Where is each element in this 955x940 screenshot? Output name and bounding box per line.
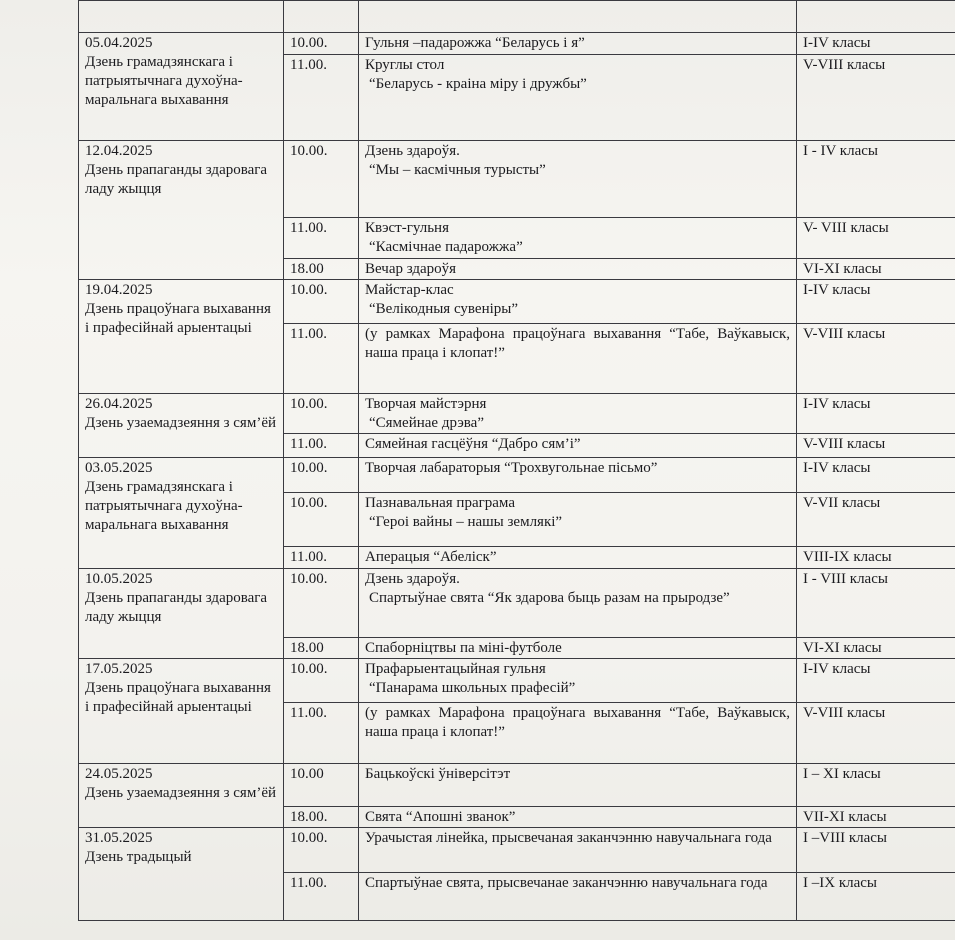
- day-date: 31.05.2025: [85, 830, 153, 846]
- event-time: 10.00.: [284, 141, 359, 218]
- table-row: [79, 828, 955, 873]
- event-time: 18.00: [284, 638, 359, 659]
- event-description: [359, 569, 797, 638]
- event-text-line: (у рамках Марафона працоўнага выхавання “Табе, Ваўкавыск, наша праца і клопат!”: [365, 326, 790, 361]
- event-text-line: “Героі вайны – нашы землякі”: [369, 514, 563, 530]
- day-date: 26.04.2025: [85, 396, 153, 412]
- day-date: 24.05.2025: [85, 766, 153, 782]
- event-text-line: Творчая лабараторыя “Трохвугольнае пісьмо”: [365, 460, 658, 476]
- event-time: 11.00.: [284, 434, 359, 458]
- event-text-line: Спартыўнае свята “Як здарова быць разам на прыродзе”: [369, 590, 730, 606]
- event-time: 10.00.: [284, 33, 359, 55]
- event-text-line: Спаборніцтвы па міні-футболе: [365, 640, 562, 656]
- event-description: [359, 703, 797, 764]
- event-text-line: Прафарыентацыйная гульня: [365, 661, 546, 677]
- event-text-line: Дзень здароўя.: [365, 143, 460, 159]
- event-classes: V-VIII класы: [797, 324, 955, 394]
- day-title: Дзень узаемадзеяння з сям’ёй: [85, 785, 277, 801]
- event-time: 10.00.: [284, 828, 359, 873]
- event-text-line: Свята “Апошні званок”: [365, 809, 516, 825]
- day-cell: [79, 33, 284, 141]
- event-classes: V- VIII класы: [797, 218, 955, 259]
- event-classes: I –IX класы: [797, 873, 955, 921]
- day-cell: [79, 659, 284, 764]
- table-row: [79, 141, 955, 218]
- event-text-line: “Беларусь - краіна міру і дружбы”: [369, 76, 587, 92]
- event-text-line: Дзень здароўя.: [365, 571, 460, 587]
- event-classes: I-IV класы: [797, 33, 955, 55]
- event-time: 10.00.: [284, 493, 359, 547]
- day-cell: [79, 280, 284, 394]
- day-cell: [79, 569, 284, 659]
- table-row: [79, 764, 955, 807]
- day-title: Дзень грамадзянскага і патрыятычнага духоўна-маральнага выхавання: [85, 479, 243, 533]
- day-title: Дзень грамадзянскага і патрыятычнага духоўна-маральнага выхавання: [85, 54, 243, 108]
- day-title: Дзень узаемадзеяння з сям’ёй: [85, 415, 277, 431]
- event-text-line: “Касмічнае падарожжа”: [369, 239, 523, 255]
- event-description: [359, 259, 797, 280]
- day-date: 12.04.2025: [85, 143, 153, 159]
- day-date: 03.05.2025: [85, 460, 153, 476]
- event-time: 11.00.: [284, 324, 359, 394]
- event-text-line: “Мы – касмічныя турысты”: [369, 162, 546, 178]
- event-classes: I-IV класы: [797, 659, 955, 703]
- event-classes: V-VIII класы: [797, 55, 955, 141]
- event-description: [359, 33, 797, 55]
- day-cell: [79, 458, 284, 569]
- event-text-line: Круглы стол: [365, 57, 445, 73]
- event-classes: I - IV класы: [797, 141, 955, 218]
- event-classes: I-IV класы: [797, 280, 955, 324]
- event-classes: I - VIII класы: [797, 569, 955, 638]
- table-row: [79, 458, 955, 493]
- event-description: [359, 493, 797, 547]
- event-description: [359, 458, 797, 493]
- day-cell: [79, 141, 284, 280]
- event-time: 10.00: [284, 764, 359, 807]
- day-title: Дзень працоўнага выхавання і прафесійнай арыентацыі: [85, 680, 271, 715]
- event-description: [359, 659, 797, 703]
- event-text-line: Вечар здароўя: [365, 261, 457, 277]
- event-time: 11.00.: [284, 547, 359, 569]
- event-text-line: Творчая майстэрня: [365, 396, 487, 412]
- event-description: [359, 394, 797, 434]
- event-time: 10.00.: [284, 458, 359, 493]
- event-time: 11.00.: [284, 55, 359, 141]
- event-text-line: Спартыўнае свята, прысвечанае заканчэнню навучальнага года: [365, 875, 768, 891]
- event-time: 18.00.: [284, 807, 359, 828]
- event-text-line: Сямейная гасцёўня “Дабро сям’і”: [365, 436, 581, 452]
- event-description: [359, 764, 797, 807]
- day-title: Дзень прапаганды здаровага ладу жыцця: [85, 162, 268, 197]
- event-classes: I –VIII класы: [797, 828, 955, 873]
- day-date: 17.05.2025: [85, 661, 153, 677]
- event-description: [359, 434, 797, 458]
- event-text-line: Урачыстая лінейка, прысвечаная заканчэнню навучальнага года: [365, 830, 772, 846]
- event-description: [359, 828, 797, 873]
- event-description: [359, 280, 797, 324]
- day-cell: [79, 394, 284, 458]
- event-time: 10.00.: [284, 280, 359, 324]
- day-cell: [79, 828, 284, 921]
- event-text-line: (у рамках Марафона працоўнага выхавання “Табе, Ваўкавыск, наша праца і клопат!”: [365, 705, 790, 740]
- event-classes: I-IV класы: [797, 394, 955, 434]
- event-classes: V-VIII класы: [797, 703, 955, 764]
- event-description: [359, 873, 797, 921]
- table-row: [79, 280, 955, 324]
- event-text-line: Гульня –падарожжа “Беларусь і я”: [365, 35, 585, 51]
- event-description: [359, 638, 797, 659]
- event-classes: I – XI класы: [797, 764, 955, 807]
- event-description: [359, 547, 797, 569]
- event-time: 11.00.: [284, 703, 359, 764]
- day-cell: [79, 764, 284, 828]
- event-text-line: “Панарама школьных прафесій”: [369, 680, 576, 696]
- day-title: Дзень прапаганды здаровага ладу жыцця: [85, 590, 268, 625]
- event-text-line: Майстар-клас: [365, 282, 454, 298]
- schedule-table: [78, 0, 955, 921]
- day-title: Дзень традыцый: [85, 849, 192, 865]
- event-text-line: “Велікодныя сувеніры”: [369, 301, 518, 317]
- event-text-line: “Сямейнае дрэва”: [369, 415, 484, 431]
- event-time: 18.00: [284, 259, 359, 280]
- event-description: [359, 218, 797, 259]
- event-time: 11.00.: [284, 218, 359, 259]
- event-description: [359, 324, 797, 394]
- day-date: 10.05.2025: [85, 571, 153, 587]
- table-row: [79, 33, 955, 55]
- table-row: [79, 659, 955, 703]
- event-classes: V-VII класы: [797, 493, 955, 547]
- event-description: [359, 141, 797, 218]
- table-top-fragment: [79, 1, 955, 33]
- event-time: 11.00.: [284, 873, 359, 921]
- day-date: 05.04.2025: [85, 35, 153, 51]
- event-classes: I-IV класы: [797, 458, 955, 493]
- event-classes: VII-XI класы: [797, 807, 955, 828]
- table-row: [79, 394, 955, 434]
- event-time: 10.00.: [284, 659, 359, 703]
- table-row: [79, 569, 955, 638]
- event-description: [359, 55, 797, 141]
- event-description: [359, 807, 797, 828]
- event-text-line: Бацькоўскі ўніверсітэт: [365, 766, 511, 782]
- event-classes: VI-XI класы: [797, 259, 955, 280]
- event-classes: VIII-IX класы: [797, 547, 955, 569]
- event-time: 10.00.: [284, 569, 359, 638]
- day-date: 19.04.2025: [85, 282, 153, 298]
- event-classes: V-VIII класы: [797, 434, 955, 458]
- event-classes: VI-XI класы: [797, 638, 955, 659]
- event-text-line: Аперацыя “Абеліск”: [365, 549, 497, 565]
- day-title: Дзень працоўнага выхавання і прафесійнай арыентацыі: [85, 301, 271, 336]
- event-time: 10.00.: [284, 394, 359, 434]
- event-text-line: Квэст-гульня: [365, 220, 449, 236]
- event-text-line: Пазнавальная праграма: [365, 495, 515, 511]
